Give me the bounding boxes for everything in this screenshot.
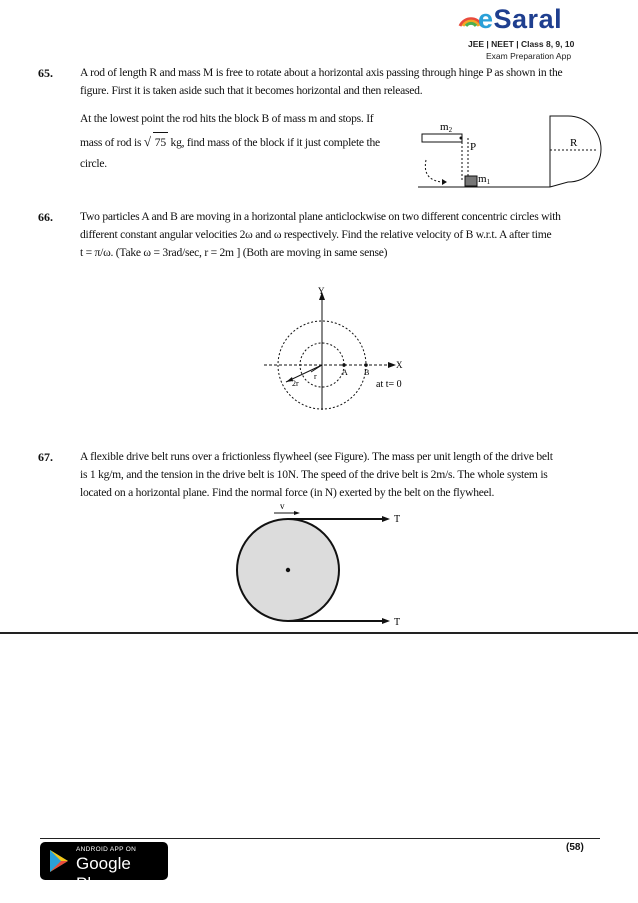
q66-line2: different constant angular velocities 2ω and ω respectively. Find the relative velocity of B w.r.t. A after time <box>80 228 552 241</box>
swing-arrow <box>425 160 442 182</box>
belt-bottom-arrow <box>382 618 390 624</box>
esaral-logo <box>448 6 628 66</box>
point-a <box>342 363 346 367</box>
logo-tagline: Exam Preparation App <box>486 51 572 61</box>
flywheel-center <box>286 568 290 572</box>
q65-figure <box>418 110 618 192</box>
logo-exams: JEE | NEET | Class 8, 9, 10 <box>468 39 575 49</box>
label-p: P <box>470 141 477 153</box>
label-t-top: T <box>394 514 401 525</box>
content-divider <box>0 632 638 634</box>
q67-line2: is 1 kg/m, and the tension in the drive belt is 10N. The speed of the drive belt is 2m/s. The whole system is <box>80 468 548 481</box>
rod <box>422 134 462 142</box>
page-number: (58) <box>566 842 584 853</box>
label-y: Y <box>318 286 325 296</box>
q65-line4: mass of rod is √ 75 kg, find mass of the block if it just complete the <box>80 132 380 153</box>
block <box>465 176 477 186</box>
q65-sqrt-value: 75 <box>153 132 168 153</box>
q67-line3: located on a horizontal plane. Find the normal force (in N) exerted by the belt on the flywheel. <box>80 486 495 499</box>
q66-number: 66. <box>38 210 53 224</box>
label-m2: m2 <box>440 121 453 134</box>
arrow-head <box>442 179 447 185</box>
google-play-badge[interactable] <box>40 842 168 893</box>
x-arrow <box>388 362 396 368</box>
velocity-arrow-head <box>294 511 300 515</box>
radius-r <box>311 365 322 372</box>
q65-number: 65. <box>38 66 53 80</box>
logo-brand <box>478 4 562 35</box>
play-store-icon <box>48 849 70 873</box>
q65-line4-start: mass of rod is <box>80 136 142 149</box>
q65-line2: figure. First it is taken aside such that it becomes horizontal and then released. <box>80 84 423 97</box>
store-big-text: Google Play <box>76 854 131 893</box>
logo-saral: Saral <box>493 4 563 34</box>
q66-figure <box>256 286 422 416</box>
q65-line1: A rod of length R and mass M is free to rotate about a horizontal axis passing through hinge P as shown in the <box>80 66 563 79</box>
label-t-bottom: T <box>394 617 401 628</box>
label-x: X <box>396 360 403 370</box>
q67-figure <box>232 500 412 628</box>
logo-e: e <box>478 4 494 34</box>
q67-line1: A flexible drive belt runs over a frictionless flywheel (see Figure). The mass per unit length of the drive belt <box>80 450 553 463</box>
q65-line5: circle. <box>80 157 107 170</box>
label-time: at t= 0 <box>376 379 402 390</box>
q65-line3: At the lowest point the rod hits the block B of mass m and stops. If <box>80 112 374 125</box>
label-r-small: r <box>314 372 317 381</box>
label-v: v <box>280 501 285 511</box>
belt-top-arrow <box>382 516 390 522</box>
label-a: A <box>342 368 348 377</box>
label-m1: m1 <box>478 173 491 186</box>
point-b <box>364 363 368 367</box>
q66-line3: t = π/ω. (Take ω = 3rad/sec, r = 2m ] (Both are moving in same sense) <box>80 246 388 259</box>
footer-divider <box>40 838 600 839</box>
q66-line1: Two particles A and B are moving in a horizontal plane anticlockwise on two different concentric circles with <box>80 210 561 223</box>
label-r: R <box>570 137 578 149</box>
label-2r: 2r <box>292 379 299 388</box>
q67-number: 67. <box>38 450 53 464</box>
loop-track <box>550 116 601 187</box>
store-small-text: ANDROID APP ON <box>76 846 137 853</box>
label-b: B <box>364 368 370 377</box>
q65-line4-end: kg, find mass of the block if it just complete the <box>170 136 380 149</box>
